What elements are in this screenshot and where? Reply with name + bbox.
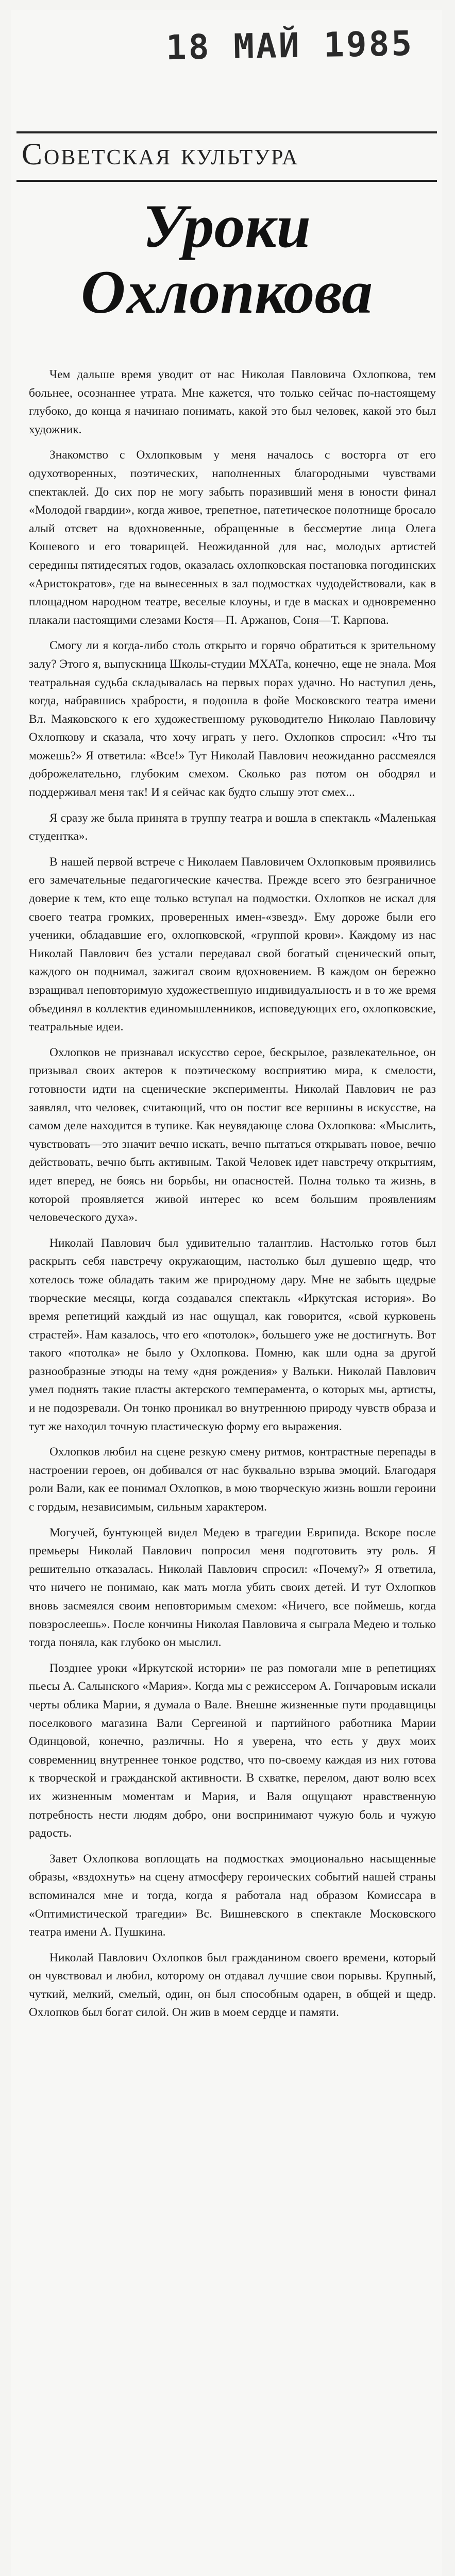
paragraph: Охлопков не признавал искусство серое, бескрылое, развлекательное, он призывал своих актеров к поэтическому восприятию мира, к смелости, готовности идти на сценические эксперименты. Николай Павлович не раз заявлял, что человек, считающий, что он постиг все вершины в искусстве, на самом деле находится в тупике. Как неувядающе слова Охлопкова: «Мыслить, чувствовать—это значит вечно искать, вечно пытаться открывать новое, вечно действовать, вечно быть активным. Такой Человек идет навстречу открытиям, идет вперед, не боясь ни борьбы, ни опасностей. Полна только та жизнь, в которой проявляется живой интерес ко всем большим проявлениям человеческого духа». (29, 1045, 436, 1225)
paragraph: Чем дальше время уводит от нас Николая Павловича Охлопкова, тем больнее, осознаннее утрата. Мне кажется, что только сейчас по-настоящему глубоко, до конца я начинаю понимать, какой это был человек, какой это был художник. (29, 368, 436, 436)
headline-line-2: Охлопкова (80, 258, 373, 326)
headline-line-1: Уроки (142, 192, 311, 260)
paragraph: Николай Павлович был удивительно талантлив. Настолько готов был раскрыть себя навстречу окружающим, настолько был душевно щедр, что хотелось тоже обладать таким же природному дару. Мне не забыть щедрые творческие месяцы, когда создавался спектакль «Иркутская история». Во время репетиций каждый из нас ощущал, как говорится, «свой курковень страстей». Нам казалось, что его «потолок», большего уже не достигнуть. Вот такого «потолка» не было у Охлопкова. Помню, как шли одна за другой разнообразные этюды на тему «дня рождения» у Вальки. Николай Павлович умел поднять такие пласты актерского темперамента, о которых мы, артисты, и не подозревали. Он тонко проникал во внутреннюю природу чувств образа и тут же находил точную пластическую форму его выражения. (29, 1236, 436, 1433)
masthead (16, 131, 437, 182)
paragraph: В нашей первой встрече с Николаем Павловичем Охлопковым проявились его замечательные педагогические качества. Прежде всего это безграничное доверие к тем, кто еще только вступал на подмостки. Охлопков не искал для своего театра громких, проверенных имен-«звезд». Ему дороже были его ученики, обладавшие его, охлопковской, «группой крови». Каждому из нас Николай Павлович без устали передавал свой богатый сценический опыт, каждого он поднимал, зажигал своим вдохновением. В каждом он бережно взращивал неповторимую художественную индивидуальность и в то же время объединял в коллектив единомышленников, исповедующих его, охлопковские, театральные идеи. (29, 855, 436, 1034)
masthead-title: Советская культура (22, 137, 299, 171)
newspaper-clipping (11, 10, 442, 2576)
date-stamp: 18 МАЙ 1985 (165, 23, 414, 68)
article-body (29, 366, 436, 2029)
paragraph: Я сразу же была принята в труппу театра и вошла в спектакль «Маленькая студентка». (29, 811, 436, 843)
paragraph: Могучей, бунтующей видел Медею в трагедии Еврипида. Вскоре после премьеры Николай Павлович попросил меня подготовить эту роль. Я решительно отказалась. Николай Павлович спросил: «Почему?» Я ответила, что ничего не понимаю, как мать могла убить своих детей. И тут Охлопков вновь засмеялся своим неповторимым смехом: «Ничего, все поймешь, когда повзрослеешь». После кончины Николая Павловича я сыграла Медею и только тогда поняла, как глубоко он мыслил. (29, 1526, 436, 1650)
paragraph: Завет Охлопкова воплощать на подмостках эмоционально насыщенные образы, «вздохнуть» на сцену атмосферу героических событий нашей страны вспоминался мне и тогда, когда я работала над образом Комиссара в «Оптимистической трагедии» Вс. Вишневского в спектакле Московского театра имени А. Пушкина. (29, 1852, 436, 1939)
paragraph: Николай Павлович Охлопков был гражданином своего времени, который он чувствовал и любил, которому он отдавал лучшие свои порывы. Крупный, чуткий, мелкий, смелый, один, он был способным одарен, в общей и щедр. Охлопков был богат силой. Он жив в моем сердце и памяти. (29, 1951, 436, 2020)
paragraph: Позднее уроки «Иркутской истории» не раз помогали мне в репетициях пьесы А. Салынского «Мария». Когда мы с режиссером А. Гончаровым искали черты облика Марии, я думала о Вале. Внешне жизненные пути продавщицы поселкового магазина Вали Сергеиной и партийного работника Марии Одинцовой, конечно, различны. Но я уверена, что есть у двух моих современниц внутреннее тонкое родство, что по-своему каждая из них готова к творческой и гражданской активности. В схватке, перелом, дают волю всех их жизненным моментам и Мария, и Валя ощущают нравственную потребность нести людям добро, они воспринимают чужую боль и чужую радость. (29, 1661, 436, 1840)
paragraph: Охлопков любил на сцене резкую смену ритмов, контрастные перепады в настроении героев, он добивался от нас буквально взрыва эмоций. Благодаря роли Вали, как ее понимал Охлопков, в мою творческую жизнь вошли героини с гордым, независимым, сильным характером. (29, 1445, 436, 1514)
headline (16, 193, 437, 332)
paragraph: Знакомство с Охлопковым у меня началось с восторга от его одухотворенных, поэтических, наполненных благородными чувствами спектаклей. До сих пор не могу забыть поразивший меня в юности финал «Молодой гвардии», когда живое, трепетное, патетическое полотнище бросало алый отсвет на вдохновенные, обращенные в бессмертие лица Олега Кошевого и его товарищей. Неожиданной для нас, молодых артистей середины пятидесятых годов, оказалась охлопковская постановка погодинских «Аристократов», где на вынесенных в зал подмостках чудодействовали, как в площадном народном театре, веселые клоуны, и где в масках и одновременно плакали настоящими слезами Костя—П. Аржанов, Соня—Т. Карпова. (29, 448, 436, 627)
paragraph: Смогу ли я когда-либо столь открыто и горячо обратиться к зрительному залу? Этого я, выпускница Школы-студии МХАТа, конечно, еще не знала. Моя театральная судьба складывалась на первых порах удачно. Но наступил день, когда, набравшись храбрости, я подошла в фойе Московского театра имени Вл. Маяковского к его художественному руководителю Николаю Павловичу Охлопкову и сказала, что хочу играть у него. Охлопков спросил: «Что ты можешь?» Я ответила: «Все!» Тут Николай Павлович неожиданно рассмеялся доброжелательно, глубоким смехом. Сколько раз потом он ободрял и поддерживал меня так! И я сейчас как будто слышу этот смех... (29, 639, 436, 800)
